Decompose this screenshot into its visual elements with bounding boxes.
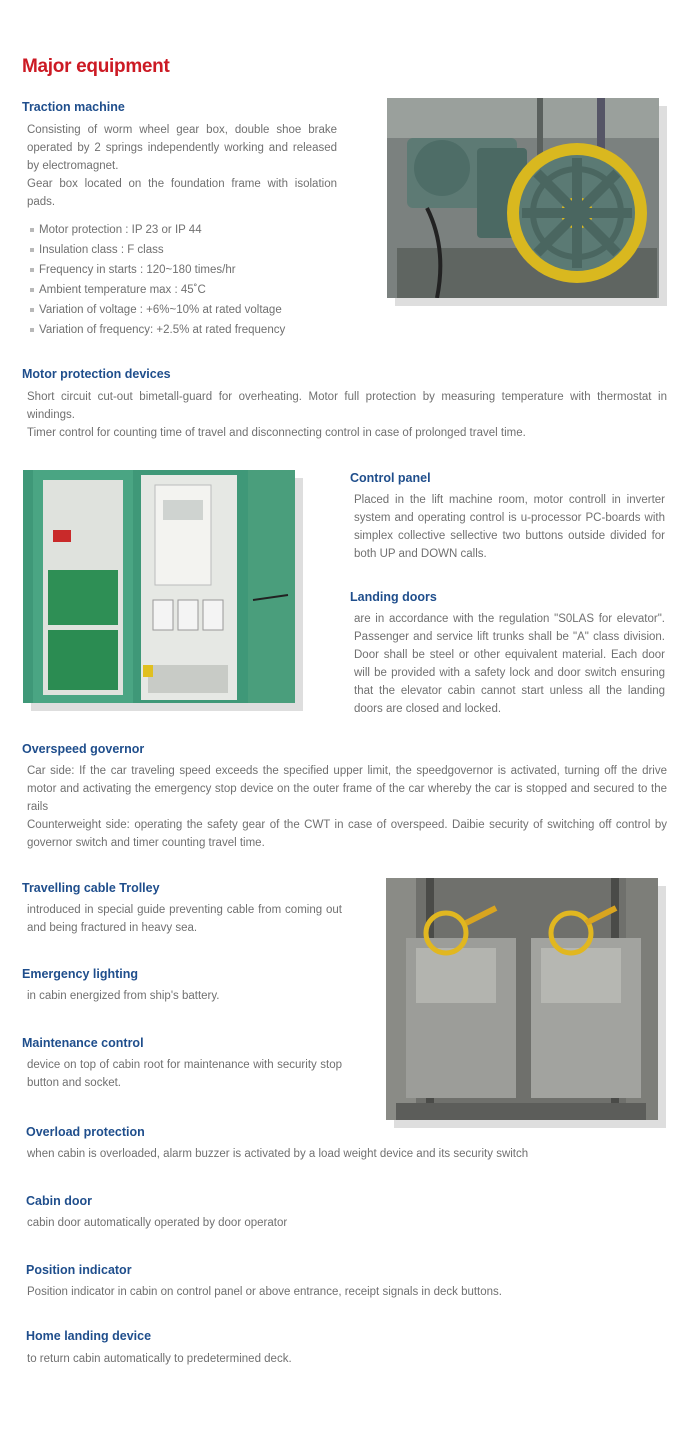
- traction-machine-heading: Traction machine: [22, 100, 125, 114]
- spec-item: Ambient temperature max : 45˚C: [29, 280, 349, 300]
- control-panel-photo: [23, 470, 295, 703]
- emergency-lighting-description: in cabin energized from ship's battery.: [27, 990, 220, 1002]
- landing-doors-heading: Landing doors: [350, 590, 437, 604]
- spec-item: Variation of frequency: +2.5% at rated frequency: [29, 320, 349, 340]
- control-panel-heading: Control panel: [350, 471, 431, 485]
- emergency-lighting-heading: Emergency lighting: [22, 967, 138, 981]
- spec-item: Motor protection : IP 23 or IP 44: [29, 220, 349, 240]
- governor-cable-photo: [386, 878, 658, 1120]
- maintenance-control-description: device on top of cabin root for maintenance with security stop button and socket.: [27, 1059, 342, 1089]
- traction-para-1: Consisting of worm wheel gear box, double shoe brake operated by 2 springs independently working and released by electromagnet.: [27, 124, 337, 172]
- cabin-door-heading: Cabin door: [26, 1194, 92, 1208]
- spec-item: Insulation class : F class: [29, 240, 349, 260]
- traction-description: [27, 121, 337, 211]
- traction-machine-photo: [387, 98, 659, 298]
- overload-protection-description: when cabin is overloaded, alarm buzzer is activated by a load weight device and its security switch: [27, 1148, 529, 1160]
- page-title: Major equipment: [22, 56, 170, 77]
- motor-protection-description: [27, 388, 667, 442]
- landing-doors-description: are in accordance with the regulation "S0LAS for elevator". Passenger and service lift trunks shall be "A" class division. Door shall be steel or other equivalent material. Each door will be provided with a safety lock and door switch ensuring that the elevator cabin cannot start unless all the landing doors are closed and locked.: [354, 613, 665, 715]
- cabin-door-description: cabin door automatically operated by door operator: [27, 1217, 288, 1229]
- home-landing-heading: Home landing device: [26, 1329, 152, 1343]
- motor-protection-para-2: Timer control for counting time of travel and disconnecting control in case of prolonged travel time.: [27, 427, 526, 439]
- overload-protection-heading: Overload protection: [26, 1125, 145, 1139]
- motor-protection-para-1: Short circuit cut-out bimetall-guard for overheating. Motor full protection by measuring temperature with thermostat in windings.: [27, 391, 667, 421]
- spec-item: Variation of voltage : +6%~10% at rated voltage: [29, 300, 349, 320]
- overspeed-governor-description: [27, 762, 667, 852]
- control-panel-description: Placed in the lift machine room, motor controll in inverter system and operating control is u-processor PC-boards with simplex collective sellective two buttons outside divided for both UP and DOWN calls.: [354, 494, 665, 560]
- overspeed-para-1: Car side: If the car traveling speed exceeds the specified upper limit, the speedgovernor is activated, turning off the drive motor and activating the emergency stop device on the outer frame of the car whereby the car is stopped and secured to the rails: [27, 765, 667, 813]
- overspeed-governor-heading: Overspeed governor: [22, 742, 145, 756]
- overspeed-para-2: Counterweight side: operating the safety gear of the CWT in case of overspeed. Daibie security of switching off control by governor switch and timer counting travel time.: [27, 819, 667, 849]
- position-indicator-description: Position indicator in cabin on control panel or above entrance, receipt signals in deck buttons.: [27, 1286, 502, 1298]
- spec-item: Frequency in starts : 120~180 times/hr: [29, 260, 349, 280]
- traction-spec-list: [29, 220, 349, 340]
- maintenance-control-heading: Maintenance control: [22, 1036, 144, 1050]
- home-landing-description: to return cabin automatically to predetermined deck.: [27, 1353, 292, 1365]
- motor-protection-heading: Motor protection devices: [22, 367, 171, 381]
- cable-trolley-heading: Travelling cable Trolley: [22, 881, 160, 895]
- traction-para-2: Gear box located on the foundation frame with isolation pads.: [27, 178, 337, 208]
- position-indicator-heading: Position indicator: [26, 1263, 132, 1277]
- cable-trolley-description: introduced in special guide preventing cable from coming out and being fractured in heavy sea.: [27, 904, 342, 934]
